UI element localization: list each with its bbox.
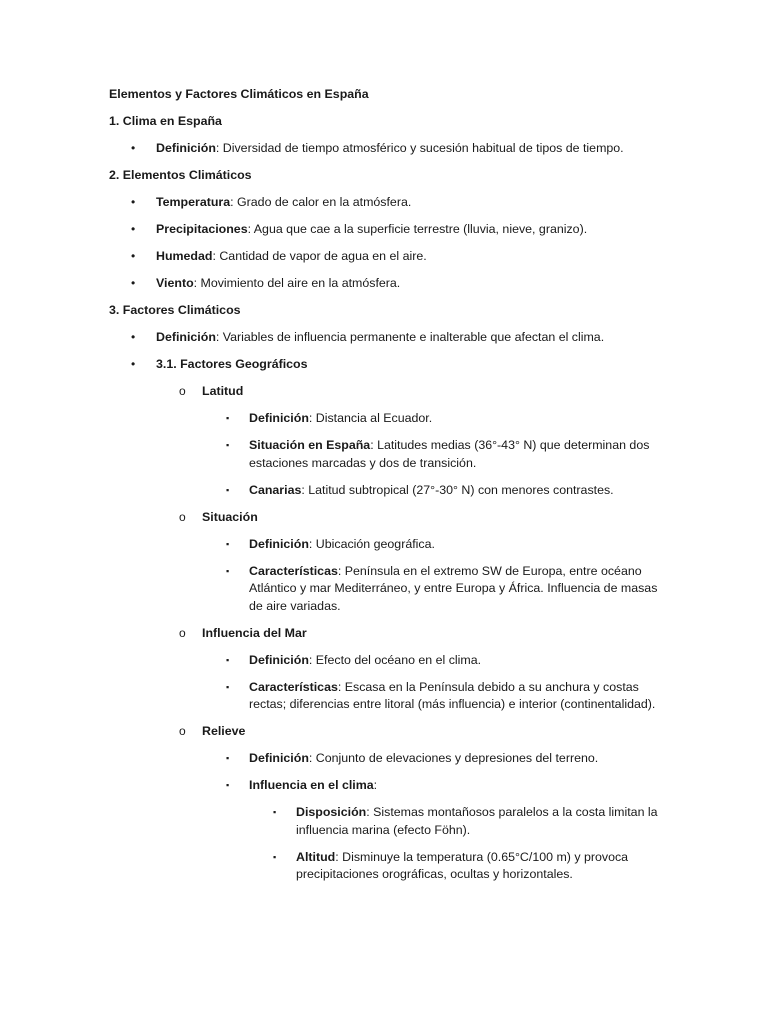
term-label: Viento (156, 276, 194, 290)
term-text: : Ubicación geográfica. (308, 536, 435, 551)
term-label: Canarias (249, 482, 302, 497)
list-item-situacion (109, 509, 669, 527)
bullet-marker: • (131, 357, 136, 371)
list-item-relieve (109, 723, 669, 741)
term-label: Temperatura (156, 195, 231, 209)
square-marker: ▪ (226, 654, 230, 665)
list-item-influencia-mar (109, 625, 669, 643)
list-item-factores-definicion (109, 329, 669, 347)
bullet-marker: • (131, 330, 136, 344)
section-heading-clima: 1. Clima en España (109, 114, 222, 128)
term-text: : Diversidad de tiempo atmosférico y sucesión habitual de tipos de tiempo. (215, 141, 624, 155)
list-item-situacion-caracteristicas (109, 563, 669, 616)
term-label: Características (249, 679, 338, 694)
term-text: : Escasa en la Península debido a su anchura y costas rectas; diferencias entre litoral (más influencia) e interior (continentalidad). (249, 679, 656, 711)
square-marker: ▪ (226, 681, 230, 692)
term-text: : Disminuye la temperatura (0.65°C/100 m) y provoca precipitaciones orográficas, ocultas y horizontales. (296, 849, 629, 881)
square-marker: ▪ (226, 413, 230, 423)
list-item-precipitaciones (109, 221, 669, 239)
square-marker: ▪ (226, 780, 230, 790)
term-label: Definición (156, 141, 216, 155)
square-marker: ▪ (226, 538, 230, 549)
list-item-latitud-canarias (109, 482, 669, 500)
list-item-clima-definicion (109, 140, 669, 158)
term-label: Definición (156, 330, 216, 344)
factor-label: Latitud (202, 384, 244, 398)
term-text: : Latitud subtropical (27°-30° N) con menores contrastes. (301, 482, 614, 497)
term-text: : Sistemas montañosos paralelos a la costa limitan la influencia marina (efecto Föhn). (296, 805, 658, 837)
list-item-factores-geograficos (109, 356, 669, 374)
term-text: : Distancia al Ecuador. (308, 411, 433, 425)
term-label: Definición (249, 536, 309, 551)
term-text: : Movimiento del aire en la atmósfera. (193, 276, 401, 290)
term-text: : Grado de calor en la atmósfera. (230, 195, 412, 209)
list-item-mar-caracteristicas (109, 679, 669, 714)
section-heading-factores: 3. Factores Climáticos (109, 303, 241, 317)
term-label: Precipitaciones (156, 222, 248, 236)
term-text: : Conjunto de elevaciones y depresiones del terreno. (308, 751, 599, 765)
term-label: Situación en España (249, 438, 371, 452)
list-item-viento (109, 275, 669, 293)
factor-label: Influencia del Mar (202, 625, 307, 640)
square-marker: ▪ (226, 440, 230, 450)
factor-label: Relieve (202, 724, 246, 738)
term-label: Influencia en el clima (249, 778, 374, 792)
circle-marker: o (179, 625, 186, 640)
list-item-humedad (109, 248, 669, 266)
subsection-heading: 3.1. Factores Geográficos (156, 357, 308, 371)
term-label: Características (249, 563, 338, 578)
list-item-relieve-definicion (109, 750, 669, 768)
term-text: : Variables de influencia permanente e inalterable que afectan el clima. (215, 330, 605, 344)
list-item-mar-definicion (109, 652, 669, 670)
document-page (109, 86, 669, 893)
square-marker: ▪ (226, 753, 230, 763)
term-text: : Latitudes medias (36°-43° N) que determinan dos estaciones marcadas y dos de transición. (249, 438, 650, 470)
section-heading-elementos: 2. Elementos Climáticos (109, 168, 252, 182)
square-marker: ▪ (273, 807, 277, 817)
square-marker: ▪ (273, 851, 277, 862)
term-label: Definición (249, 751, 309, 765)
list-item-situacion-definicion (109, 536, 669, 554)
term-label: Definición (249, 411, 309, 425)
list-item-relieve-altitud (109, 849, 669, 884)
term-text: : Península en el extremo SW de Europa, entre océano Atlántico y mar Mediterráneo, y entre Europa y África. Influencia de masas de aire variadas. (249, 563, 658, 613)
list-item-latitud (109, 383, 669, 401)
list-item-latitud-definicion (109, 410, 669, 428)
circle-marker: o (179, 724, 186, 738)
term-text: : (373, 778, 378, 792)
list-item-relieve-disposicion (109, 804, 669, 839)
bullet-marker: • (131, 222, 136, 236)
bullet-marker: • (131, 141, 136, 155)
term-label: Disposición (296, 805, 367, 819)
term-label: Humedad (156, 249, 213, 263)
circle-marker: o (179, 509, 186, 524)
circle-marker: o (179, 384, 186, 398)
term-text: : Cantidad de vapor de agua en el aire. (212, 249, 427, 263)
square-marker: ▪ (226, 565, 230, 576)
term-label: Definición (249, 652, 309, 667)
term-label: Altitud (296, 849, 336, 864)
term-text: : Efecto del océano en el clima. (308, 652, 482, 667)
factor-label: Situación (202, 509, 258, 524)
document-title: Elementos y Factores Climáticos en España (109, 87, 369, 101)
bullet-marker: • (131, 276, 136, 290)
bullet-marker: • (131, 195, 136, 209)
list-item-latitud-situacion (109, 437, 669, 472)
term-text: : Agua que cae a la superficie terrestre (lluvia, nieve, granizo). (247, 222, 588, 236)
bullet-marker: • (131, 249, 136, 263)
list-item-temperatura (109, 194, 669, 212)
square-marker: ▪ (226, 484, 230, 495)
list-item-relieve-influencia (109, 777, 669, 795)
